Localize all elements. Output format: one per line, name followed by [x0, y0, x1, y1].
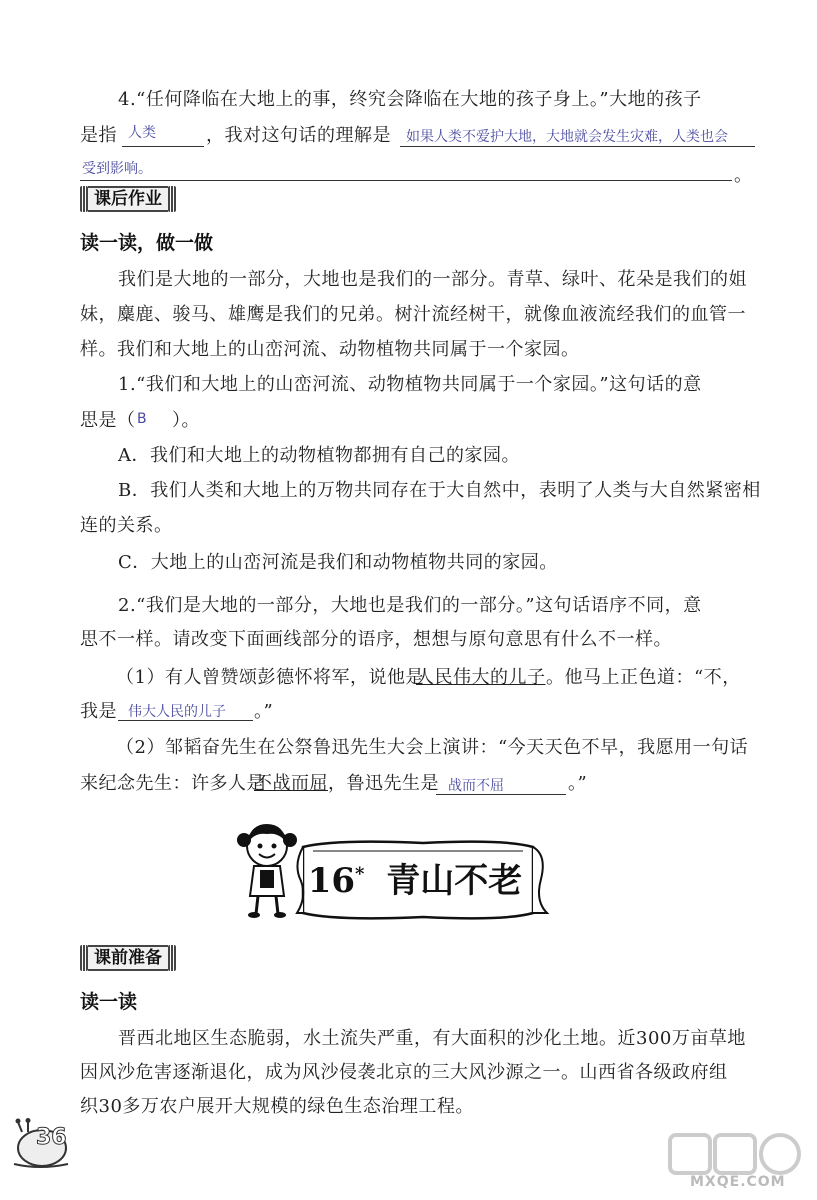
q2-sub1-line1-pre: （1）有人曾赞颂彭德怀将军，说他是 [116, 667, 424, 688]
scroll-right-icon [168, 186, 176, 212]
lesson-star: * [355, 863, 365, 885]
preview-badge-label: 课前准备 [88, 945, 168, 971]
scroll-left-icon [80, 945, 88, 971]
page-number: 36 [36, 1125, 67, 1150]
q2-sub1-answer: 伟大人民的儿子 [128, 704, 226, 720]
q4-line2-prefix: 是指 [80, 125, 117, 146]
q4-answer-understanding-2: 受到影响。 [82, 161, 152, 177]
q2-sub1-line2-post: 。” [254, 701, 274, 722]
q1-answer: B [137, 411, 147, 427]
q4-answer-understanding-1: 如果人类不爱护大地，大地就会发生灾难，人类也会 [406, 129, 728, 145]
lesson-title [300, 853, 530, 902]
homework-section-badge [80, 185, 176, 213]
lesson-title-text: 青山不老 [386, 861, 523, 901]
q4-understanding-underline-1 [400, 146, 755, 147]
q1-line1: 1.“我们和大地上的山峦河流、动物植物共同属于一个家园。”这句话的意 [118, 374, 702, 395]
q2-sub1-answer-underline [118, 720, 253, 721]
q2-sub2-line2-pre: 来纪念先生：许多人是 [80, 773, 265, 794]
lesson-number: 16 [307, 861, 356, 901]
q2-sub2-underlined: 不战而屈 [254, 773, 328, 794]
q1-option-c: C．大地上的山峦河流是我们和动物植物共同的家园。 [118, 552, 558, 573]
reading-line1: 晋西北地区生态脆弱，水土流失严重，有大面积的沙化土地。近300万亩草地 [118, 1028, 746, 1049]
preview-heading: 读一读 [80, 991, 138, 1013]
q4-blank-underline [122, 146, 204, 147]
passage-line2: 妹，麋鹿、骏马、雄鹰是我们的兄弟。树汁流经树干，就像血液流经我们的血管一 [80, 304, 746, 325]
girl-illustration-icon [232, 818, 302, 918]
q2-sub1-underlined: 人民伟大的儿子 [416, 667, 546, 688]
q2-line2: 思不一样。请改变下面画线部分的语序，想想与原句意思有什么不一样。 [80, 629, 672, 650]
q2-sub2-answer-underline [436, 794, 566, 795]
q1-line2-suffix: ）。 [172, 410, 200, 431]
q2-sub2-line2-post: 。” [568, 773, 588, 794]
q2-sub1-line1-post: 。他马上正色道：“不， [546, 667, 741, 688]
q2-sub2-answer: 战而不屈 [448, 778, 504, 794]
q2-sub2-line2-mid: ，鲁迅先生是 [328, 773, 439, 794]
q4-line1: 4.“任何降临在大地上的事，终究会降临在大地的孩子身上。”大地的孩子 [118, 89, 702, 110]
homework-badge-label: 课后作业 [88, 186, 168, 212]
scroll-right-icon [168, 945, 176, 971]
watermark-text: MXQE.COM [690, 1174, 786, 1190]
q2-sub1-line2-pre: 我是 [80, 701, 117, 722]
passage-line1: 我们是大地的一部分，大地也是我们的一部分。青草、绿叶、花朵是我们的姐 [118, 269, 747, 290]
preview-section-badge [80, 944, 176, 972]
q2-line1: 2.“我们是大地的一部分，大地也是我们的一部分。”这句话语序不同，意 [118, 595, 702, 616]
q2-sub2-line1: （2）邹韬奋先生在公祭鲁迅先生大会上演讲：“今天天色不早，我愿用一句话 [116, 737, 749, 758]
q4-understanding-underline-2 [80, 180, 732, 181]
q4-line2-mid: ，我对这句话的理解是 [206, 125, 391, 146]
passage-line3: 样。我们和大地上的山峦河流、动物植物共同属于一个家园。 [80, 339, 580, 360]
scroll-left-icon [80, 186, 88, 212]
reading-line2: 因风沙危害逐渐退化，成为风沙侵袭北京的三大风沙源之一。山西省各级政府组 [80, 1062, 728, 1083]
q1-line2-prefix: 思是（ [80, 410, 136, 431]
q1-option-b-line2: 连的关系。 [80, 515, 173, 536]
q1-option-a: A．我们和大地上的动物植物都拥有自己的家园。 [118, 445, 520, 466]
q4-answer-blank: 人类 [128, 125, 156, 141]
q1-option-b-line1: B．我们人类和大地上的万物共同存在于大自然中，表明了人类与大自然紧密相 [118, 480, 761, 501]
reading-line3: 织30多万农户展开大规模的绿色生态治理工程。 [80, 1096, 474, 1117]
q4-end-mark: 。 [734, 165, 753, 186]
homework-heading: 读一读，做一做 [80, 232, 214, 254]
